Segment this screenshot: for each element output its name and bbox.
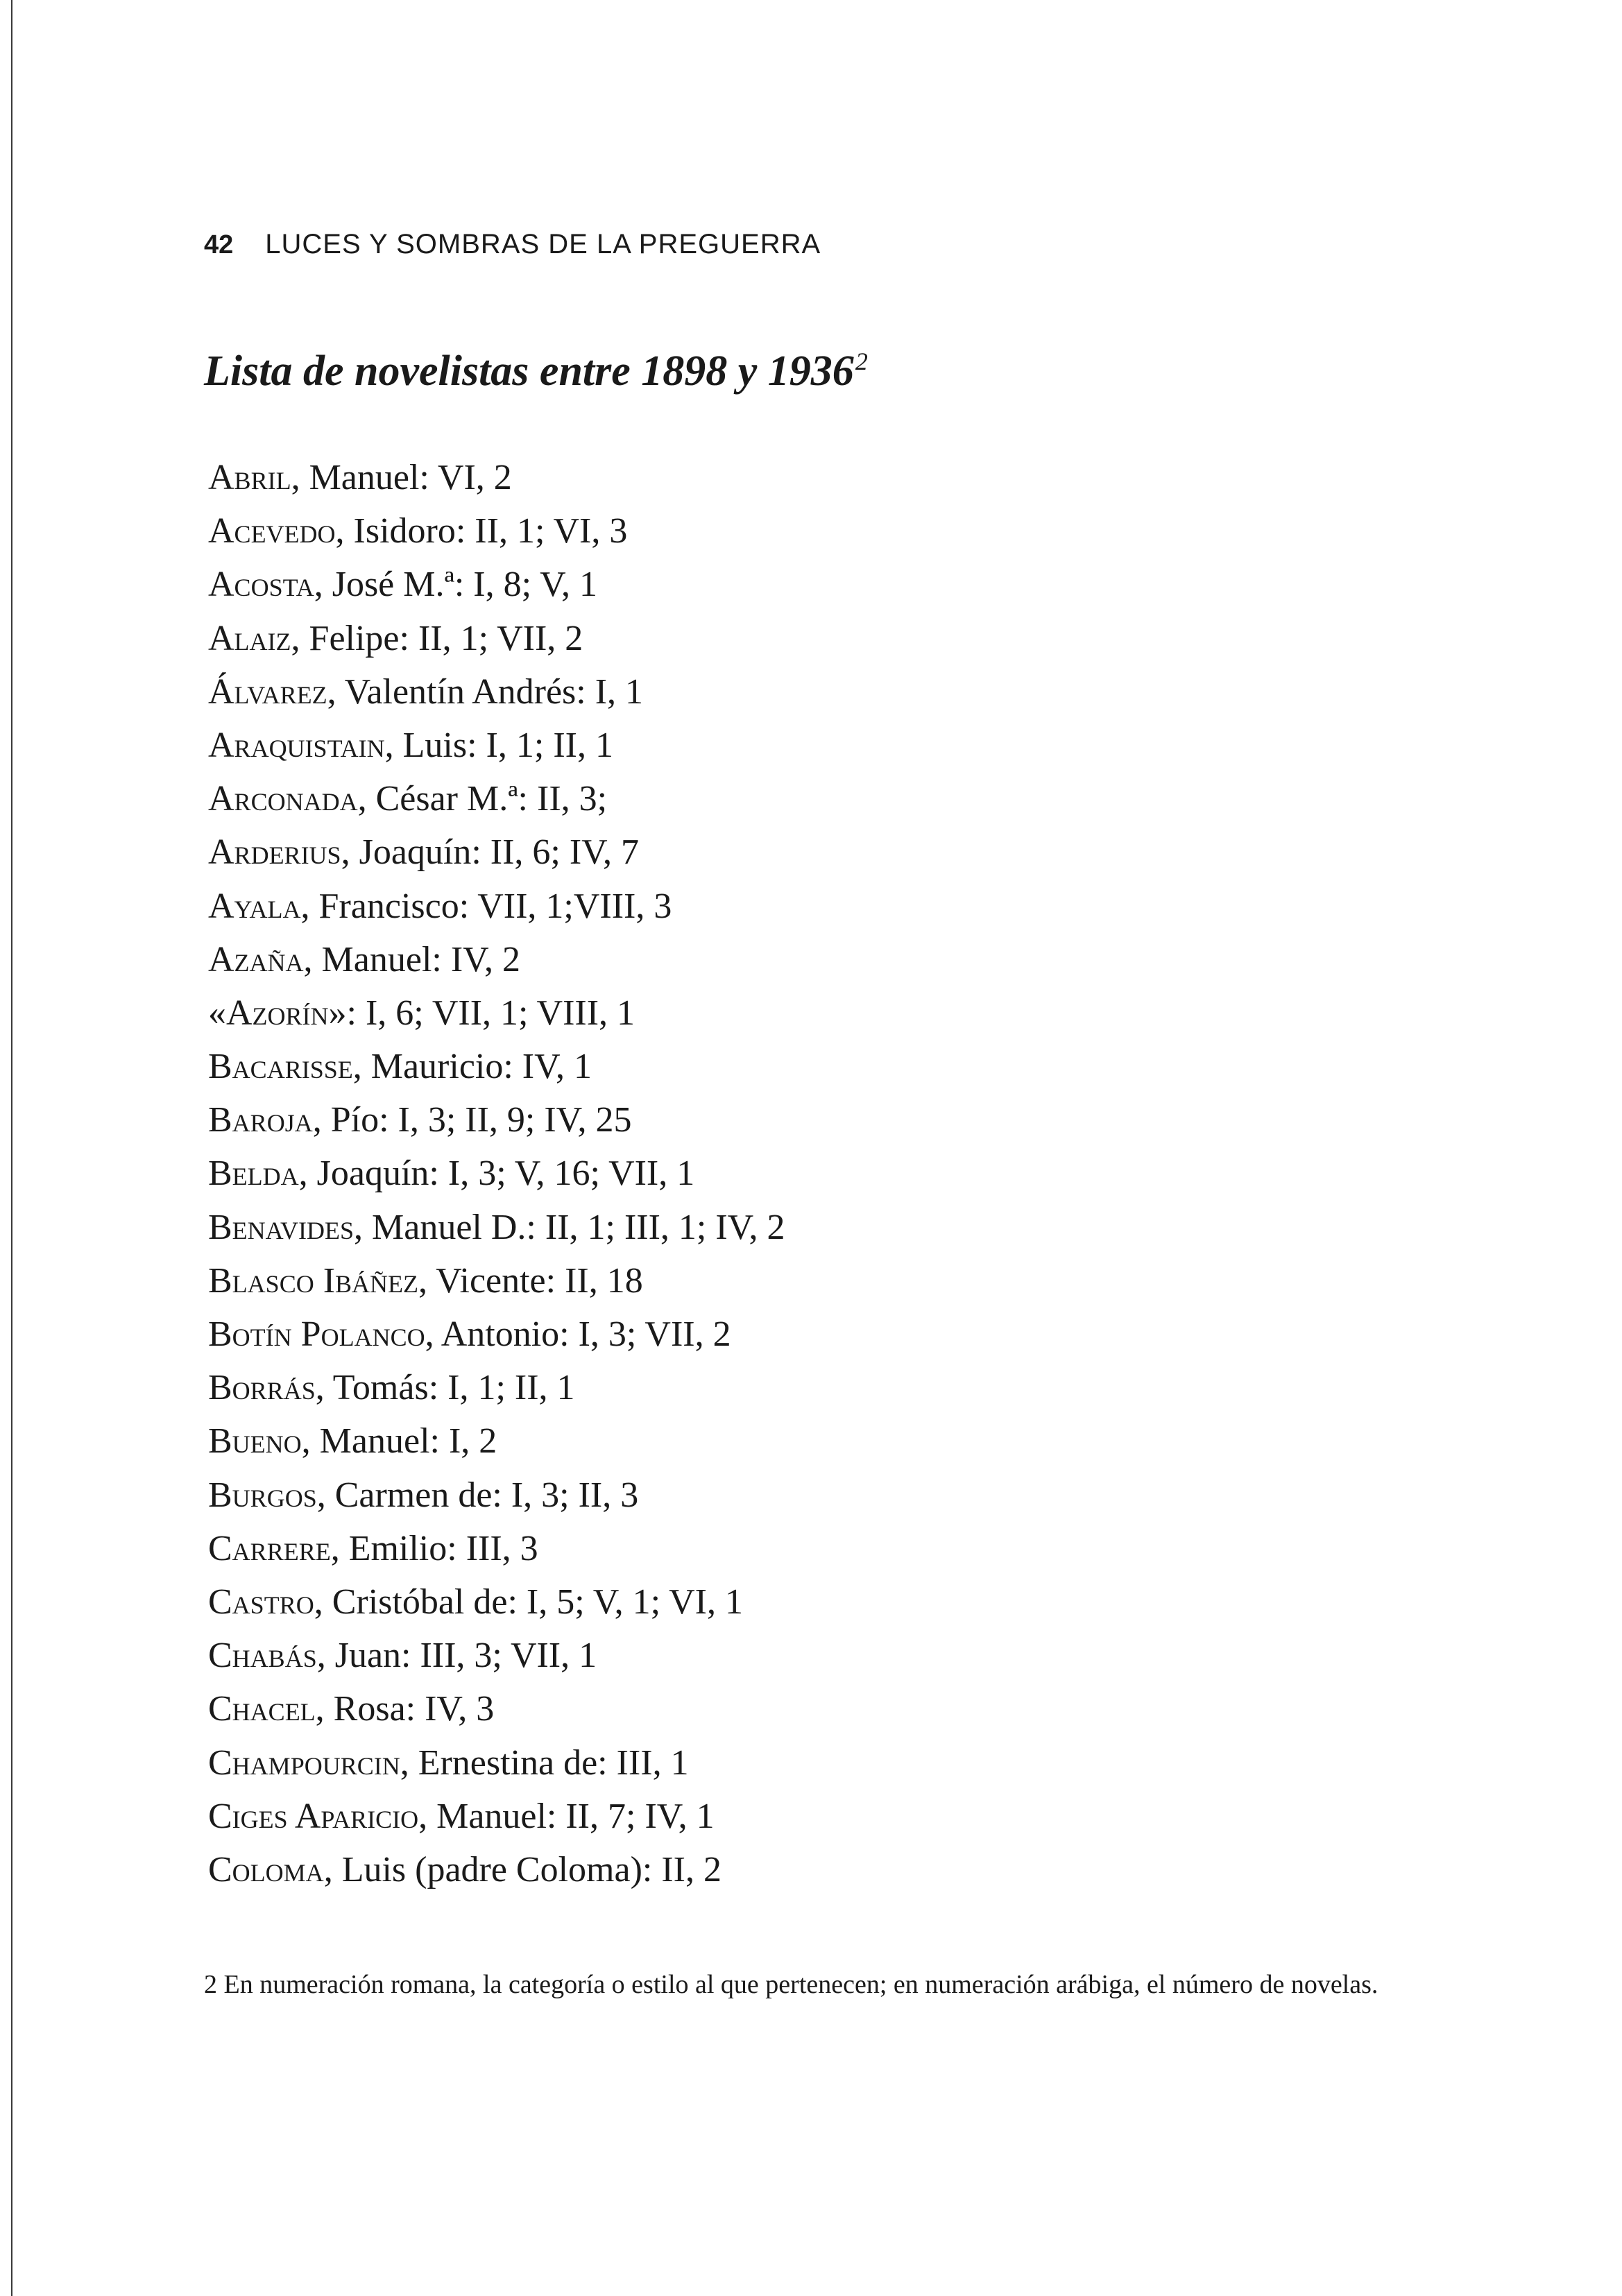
entry-surname: Araquistain	[208, 725, 385, 765]
entry-surname: Ciges Aparicio	[208, 1796, 419, 1836]
list-item	[208, 880, 785, 933]
list-item	[208, 451, 785, 504]
entry-details: , Mauricio: IV, 1	[352, 1047, 592, 1087]
list-item	[208, 612, 785, 665]
list-item	[208, 1361, 785, 1414]
entry-details: , Isidoro: II, 1; VI, 3	[335, 511, 628, 551]
entry-surname: Benavides	[208, 1207, 355, 1247]
list-item	[208, 1254, 785, 1308]
list-item	[208, 1093, 785, 1147]
list-item	[208, 1736, 785, 1790]
entry-surname: Arderius	[208, 832, 341, 873]
entry-surname: Ayala	[208, 886, 301, 926]
list-item	[208, 772, 785, 825]
entry-details: , Carmen de: I, 3; II, 3	[316, 1475, 639, 1515]
footnote-marker: 2	[855, 348, 868, 376]
entry-surname: Coloma	[208, 1849, 324, 1890]
entry-surname: Abril	[208, 458, 291, 497]
entry-details: : I, 6; VII, 1; VIII, 1	[346, 993, 635, 1033]
entry-surname: Blasco Ibáñez	[208, 1260, 419, 1301]
list-item	[208, 825, 785, 879]
list-item	[208, 1414, 785, 1468]
list-item	[208, 986, 785, 1040]
entry-surname: Azaña	[208, 939, 304, 979]
entry-surname: Álvarez	[208, 671, 327, 712]
entry-details: , Manuel: I, 2	[301, 1421, 497, 1462]
list-item	[208, 1629, 785, 1682]
entry-details: , Tomás: I, 1; II, 1	[315, 1368, 575, 1408]
entry-details: , Pío: I, 3; II, 9; IV, 25	[312, 1100, 632, 1140]
entry-surname: Bueno	[208, 1421, 302, 1462]
entry-surname: Arconada	[208, 779, 358, 819]
list-item	[208, 1843, 785, 1896]
page-number: 42	[204, 230, 234, 259]
list-item	[208, 1575, 785, 1629]
list-item	[208, 558, 785, 611]
entry-details: , Manuel: IV, 2	[303, 939, 521, 979]
entry-surname: Carrere	[208, 1528, 331, 1568]
entry-details: , Juan: III, 3; VII, 1	[316, 1636, 597, 1676]
entry-details: , César M.ª: II, 3;	[357, 779, 608, 819]
list-item	[208, 1201, 785, 1254]
list-item	[208, 1790, 785, 1843]
entry-details: , Manuel: VI, 2	[291, 458, 512, 497]
list-item	[208, 1308, 785, 1361]
list-item	[208, 933, 785, 986]
entry-surname: «Azorín»	[208, 993, 347, 1033]
list-item	[208, 665, 785, 719]
entry-details: , Ernestina de: III, 1	[400, 1742, 689, 1783]
entry-surname: Castro	[208, 1582, 314, 1622]
footnote: 2 En numeración romana, la categoría o estilo al que pertenecen; en numeración arábiga, el número de novelas.	[204, 1970, 1378, 1999]
entry-details: , Valentín Andrés: I, 1	[327, 671, 644, 712]
running-head	[204, 229, 821, 271]
entry-surname: Borrás	[208, 1368, 316, 1408]
entry-details: , Joaquín: II, 6; IV, 7	[341, 832, 640, 873]
entry-details: , Manuel D.: II, 1; III, 1; IV, 2	[354, 1207, 785, 1247]
page-edge-rule	[11, 0, 12, 2296]
entry-details: , José M.ª: I, 8; V, 1	[314, 565, 597, 605]
list-item	[208, 1147, 785, 1200]
entry-surname: Botín Polanco	[208, 1314, 425, 1354]
entry-surname: Baroja	[208, 1100, 313, 1140]
entry-surname: Chacel	[208, 1689, 316, 1729]
entry-surname: Burgos	[208, 1475, 317, 1515]
entry-details: , Felipe: II, 1; VII, 2	[291, 618, 583, 658]
list-item	[208, 1682, 785, 1736]
list-heading-text: Lista de novelistas entre 1898 y 1936	[204, 348, 854, 395]
list-item	[208, 1040, 785, 1093]
entry-details: , Antonio: I, 3; VII, 2	[425, 1314, 731, 1354]
running-title: LUCES Y SOMBRAS DE LA PREGUERRA	[265, 229, 821, 259]
entry-details: , Vicente: II, 18	[418, 1260, 643, 1301]
entry-surname: Acevedo	[208, 511, 336, 551]
entry-surname: Champourcin	[208, 1742, 400, 1783]
list-item	[208, 1522, 785, 1575]
entry-surname: Belda	[208, 1154, 299, 1194]
entry-details: , Luis (padre Coloma): II, 2	[323, 1849, 722, 1890]
list-item	[208, 719, 785, 772]
entry-surname: Bacarisse	[208, 1047, 353, 1087]
entry-details: , Francisco: VII, 1;VIII, 3	[300, 886, 672, 926]
entry-details: , Emilio: III, 3	[330, 1528, 538, 1568]
list-item	[208, 504, 785, 558]
list-item	[208, 1468, 785, 1522]
entry-details: , Rosa: IV, 3	[315, 1689, 495, 1729]
entry-surname: Acosta	[208, 565, 314, 605]
entry-surname: Alaiz	[208, 618, 291, 658]
list-heading	[204, 347, 868, 396]
entry-surname: Chabás	[208, 1636, 317, 1676]
entry-details: , Luis: I, 1; II, 1	[384, 725, 613, 765]
entry-details: , Manuel: II, 7; IV, 1	[418, 1796, 715, 1836]
entry-details: , Cristóbal de: I, 5; V, 1; VI, 1	[314, 1582, 743, 1622]
entry-details: , Joaquín: I, 3; V, 16; VII, 1	[298, 1154, 695, 1194]
novelist-list	[208, 451, 785, 1896]
